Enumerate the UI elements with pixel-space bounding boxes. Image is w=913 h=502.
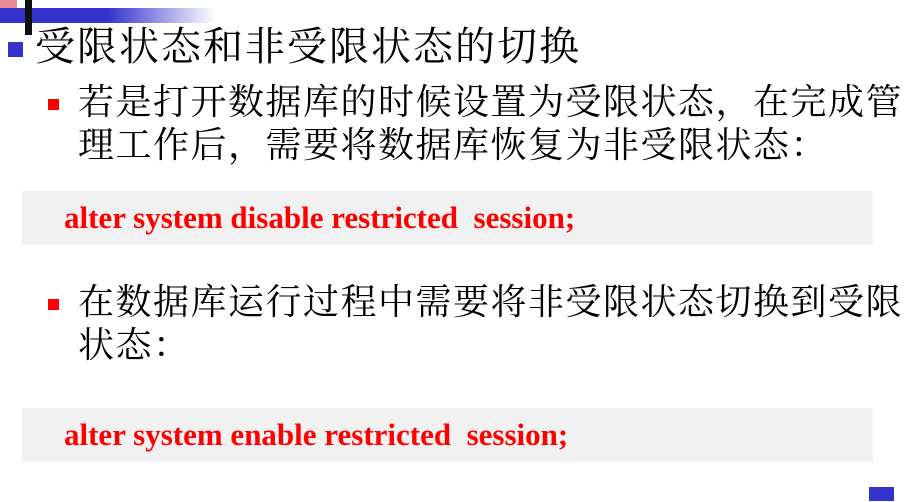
decoration-blue-gradient-bar <box>0 8 215 23</box>
bullet-1-line-2: 理工作后，需要将数据库恢复为非受限状态： <box>78 125 829 166</box>
red-square-bullet-icon <box>48 299 59 310</box>
bullet-item-2 <box>48 281 903 367</box>
bullet-item-1 <box>48 81 903 167</box>
bullet-1-line-1: 若是打开数据库的时候设置为受限状态，在完成管 <box>78 82 904 123</box>
slide-title-row <box>8 24 581 70</box>
code-text-disable: alter system disable restricted session; <box>64 200 576 235</box>
bullet-item-1-text <box>78 81 903 167</box>
red-square-bullet-icon <box>48 99 59 110</box>
blue-square-bullet-icon <box>8 42 23 57</box>
code-block-disable-restricted <box>22 191 873 245</box>
code-block-enable-restricted <box>22 408 873 462</box>
decoration-pink-rect <box>0 0 17 8</box>
bottom-right-blue-accent <box>869 487 894 501</box>
bullet-item-2-text <box>78 281 903 367</box>
bullet-2-line-1: 在数据库运行过程中需要将非受限状态切换到受限 <box>78 282 904 323</box>
bullet-2-line-2: 状态： <box>78 325 191 366</box>
code-text-enable: alter system enable restricted session; <box>64 417 569 452</box>
slide-title: 受限状态和非受限状态的切换 <box>35 24 581 70</box>
